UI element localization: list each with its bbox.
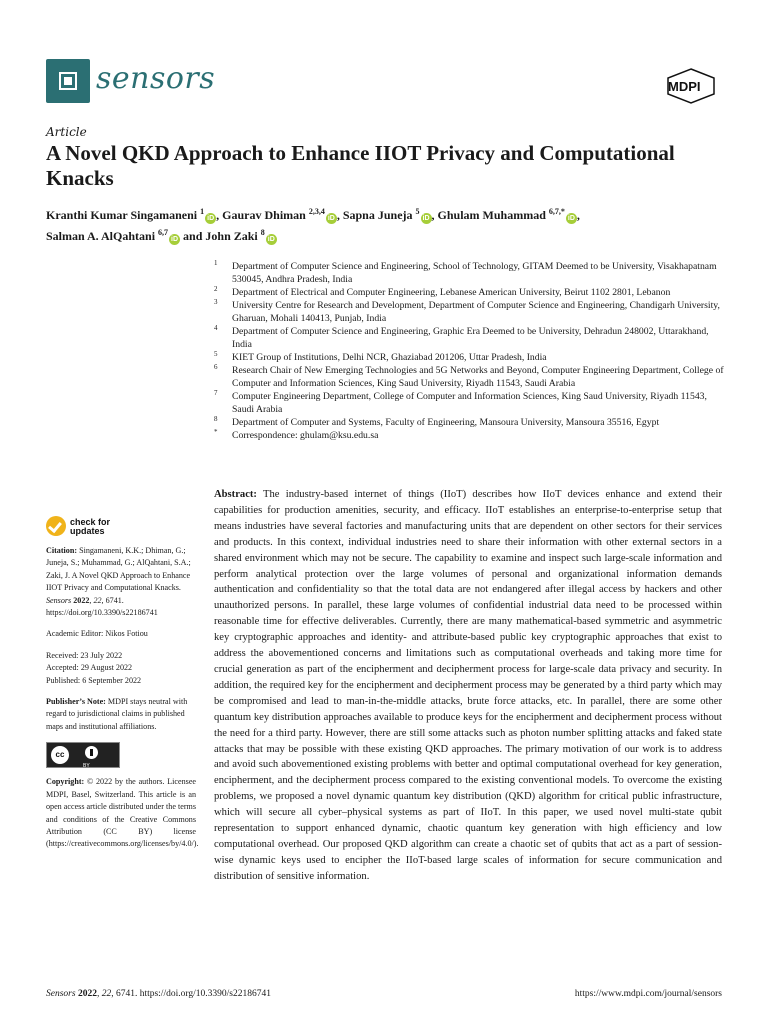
affiliation-item: 2 Department of Electrical and Computer Engineering, Lebanese American University, Beirut 1102 2801, Lebanon: [214, 285, 671, 298]
footer-doi-link[interactable]: , 6741. https://doi.org/10.3390/s22186741: [111, 989, 271, 999]
check-for-updates-label: check for updates: [70, 517, 111, 536]
affiliation-item: 4 Department of Computer Science and Engineering, Graphic Era Deemed to be University, Dehradun 248002, Uttarakhand, India: [214, 324, 709, 350]
orcid-icon[interactable]: iD: [567, 215, 575, 222]
author[interactable]: Salman A. AlQahtani $^{6,7}$: [46, 228, 169, 243]
sidebar: [46, 516, 199, 860]
author[interactable]: Kranthi Kumar Singamaneni $^1$: [46, 207, 205, 222]
affiliation-item: 1 Department of Computer Science and Engineering, School of Technology, GITAM Deemed to be University, Visakhapatnam 530045, Andhra Pradesh, India: [214, 259, 717, 285]
paper-title: A Novel QKD Approach to Enhance IIOT Privacy and Computational Knacks: [46, 141, 675, 190]
accepted-date: Accepted: 29 August 2022: [46, 663, 133, 673]
author[interactable]: Gaurav Dhiman $^{2,3,4}$: [222, 207, 325, 222]
affiliation-item: 8 Department of Computer and Systems, Faculty of Engineering, Mansoura University, Mansoura 35516, Egypt: [214, 415, 660, 428]
footer-journal-url[interactable]: https://www.mdpi.com/journal/sensors: [574, 989, 722, 999]
author[interactable]: John Zaki $^8$: [205, 228, 265, 243]
correspondence: * Correspondence: ghulam@ksu.edu.sa: [214, 428, 379, 441]
journal-logo: [46, 59, 90, 103]
doi-link[interactable]: , 6741. https://doi.org/10.3390/s22186741: [46, 595, 158, 618]
check-for-updates-button[interactable]: [46, 516, 196, 540]
abstract: [214, 487, 722, 885]
by-label: BY: [83, 763, 90, 770]
orcid-icon[interactable]: iD: [207, 215, 215, 222]
orcid-icon[interactable]: iD: [267, 236, 275, 243]
abstract-text: The industry-based internet of things (IIoT) describes how IIoT devices enhance and extend their capabilities for production amenities, security, and efficacy. IIoT establishes an enterprise-to-enterprise setup that means industries have several factories and manufacturing units that are dependent on other sectors for their services and products. In this context, individual industries need to share their information with other external sectors in a shared environment which may not be secure. The capability to examine and inspect such large-scale information and perform analytical protection over the large volumes of personal and organizational information demands authentication and confidentiality so that the total data are not endangered after illegal access by hackers and other unauthorized persons. In parallel, these large volumes of confidential industrial data need to be processed within reasonable time for effective deliverables. Currently, there are many mathematical-based symmetric and asymmetric key cryptographic approaches and identity- and attribute-based public key cryptographic approaches that exist to address the abovementioned concerns and limitations such as computational overheads and taking more time for crucial generation as part of the encipherment and decipherment process for large-scale data privacy and security. In addition, the required key for the encipherment and decipherment process may be generated by a third party which may be compromised and lead to man-in-the-middle attacks, brute force attacks, etc. In parallel, there are some other quantum key distribution approaches available to produce keys for the encipherment and decipherment process without the need for a third party. However, there are still some attacks such as photon number splitting attacks and faked state attacks that may be possible with these existing QKD approaches. The primary motivation of our work is to address and avoid such abovementioned existing problems with better and optimal computational overhead for key generation, encipherment, and the decipherment process compared to the existing conventional models. To overcome the existing problems, we proposed a novel dynamic quantum key distribution (QKD) algorithm for critical public infrastructure, which will secure all cyber–physical systems as part of IIoT. In this paper, we used novel multi-state qubit representation to support enhanced dynamic, chaotic quantum key generation with high efficiency and low computational overhead. Our proposed QKD algorithm can create a chaotic set of qubits that act as a part of session-wise dynamic keys used to encipher the IIoT-based large scales of information for secure communication and distribution of sensitive information.: [214, 489, 722, 882]
orcid-icon[interactable]: iD: [327, 215, 335, 222]
published-date: Published: 6 September 2022: [46, 675, 142, 685]
dates: [46, 650, 196, 687]
journal-name[interactable]: sensors: [96, 61, 216, 96]
received-date: Received: 23 July 2022: [46, 650, 123, 660]
copyright: Copyright: © 2022 by the authors. Licensee MDPI, Basel, Switzerland. This article is an open access article distributed under the terms and conditions of the Creative Commons Attribution (CC BY) license (https://creativecommons.org/licenses/by/4.0/).: [46, 777, 199, 849]
orcid-icon[interactable]: iD: [171, 236, 179, 243]
affiliation-item: 7 Computer Engineering Department, College of Computer and Information Sciences, King Saud University, Riyadh 11543, Saudi Arabia: [214, 389, 707, 415]
affiliation-item: 3 University Centre for Research and Development, Department of Computer Science and Engineering, Chandigarh University, Gharuan, Mohali 140413, Punjab, India: [214, 298, 720, 324]
author-list: Kranthi Kumar Singamaneni $^1$iD , Gaurav Dhiman $^{2,3,4}$iD , Sapna Juneja $^5$iD , Ghulam Muhammad $^{6,7,*}$iD , Salman A. AlQahtani $^{6,7}$iD and John Zaki $^8$iD: [46, 207, 580, 243]
orcid-icon[interactable]: iD: [422, 215, 430, 222]
abstract-label: Abstract:: [214, 489, 257, 500]
article-type: Article: [46, 125, 87, 139]
publisher-note: Publisher’s Note: MDPI stays neutral with regard to jurisdictional claims in published maps and institutional affiliations.: [46, 697, 188, 731]
footer-citation: Sensors 2022, 22, 6741. https://doi.org/10.3390/s22186741: [46, 989, 271, 999]
affiliation-item: 6 Research Chair of New Emerging Technologies and 5G Networks and Beyond, Computer Engineering Department, College of Computer and Information Sciences, King Saud University, Riyadh 11543, Saudi Arabia: [214, 363, 724, 389]
chip-icon: [59, 72, 77, 90]
publisher-name: MDPI: [668, 79, 701, 94]
check-icon: [46, 516, 66, 536]
academic-editor: Academic Editor: Nikos Fotiou: [46, 629, 148, 639]
person-icon: [85, 746, 98, 759]
citation: Citation: Singamaneni, K.K.; Dhiman, G.; Juneja, S.; Muhammad, G.; AlQahtani, S.A.; Zaki, J. A Novel QKD Approach to Enhance IIOT Privacy and Computational Knacks. Sensors 2022, 22, 6741. https://doi.org/10.3390/s22186741: [46, 546, 191, 618]
affiliation-item: 5 KIET Group of Institutions, Delhi NCR, Ghaziabad 201206, Uttar Pradesh, India: [214, 350, 547, 363]
cc-icon: cc: [51, 746, 69, 764]
cc-license-badge[interactable]: [46, 742, 120, 768]
author[interactable]: Ghulam Muhammad $^{6,7,*}$: [437, 207, 565, 222]
affiliations: [214, 260, 724, 442]
author[interactable]: Sapna Juneja $^5$: [342, 207, 420, 222]
